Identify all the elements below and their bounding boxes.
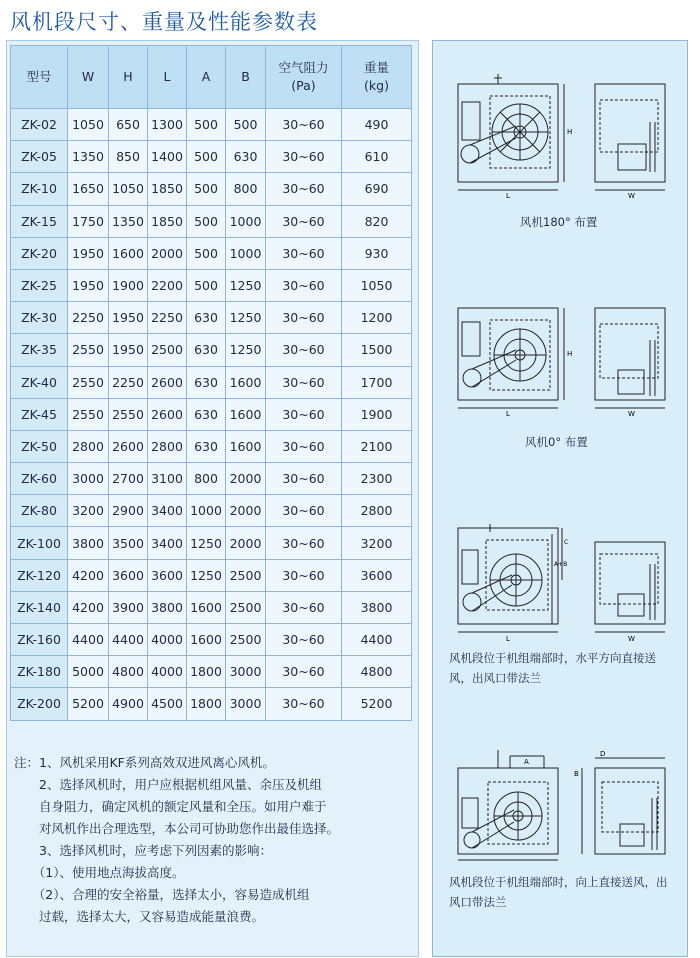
table-cell: 4200 (68, 591, 109, 623)
table-cell: 630 (187, 302, 226, 334)
table-cell: 1000 (226, 205, 266, 237)
table-cell: 2500 (148, 334, 187, 366)
table-cell: 1600 (226, 398, 266, 430)
dim-label-l: L (506, 635, 510, 643)
model-cell: ZK-160 (11, 624, 68, 656)
table-cell: 4800 (342, 656, 412, 688)
table-cell: 3600 (109, 559, 148, 591)
table-cell: 3000 (226, 656, 266, 688)
model-cell: ZK-60 (11, 463, 68, 495)
model-cell: ZK-02 (11, 109, 68, 141)
caption-line: 风机段位于机组端部时，向上直接送风，出 (449, 875, 668, 889)
table-cell: 2550 (109, 398, 148, 430)
model-cell: ZK-40 (11, 366, 68, 398)
table-row (11, 559, 412, 591)
note-line: 自身阻力，确定风机的额定风量和全压。如用户难于 (14, 799, 327, 814)
column-header: 空气阻力 (Pa) (266, 46, 342, 109)
caption-horizontal (449, 648, 656, 688)
table-cell: 930 (342, 237, 412, 269)
table-cell: 1600 (226, 430, 266, 462)
dim-label-l: L (506, 192, 510, 200)
table-cell: 30~60 (266, 109, 342, 141)
table-cell: 500 (187, 173, 226, 205)
page-title: 风机段尺寸、重量及性能参数表 (10, 10, 318, 34)
table-cell: 2250 (148, 302, 187, 334)
dim-label-c: C (564, 539, 569, 546)
table-cell: 2250 (68, 302, 109, 334)
model-cell: ZK-20 (11, 237, 68, 269)
table-cell: 1300 (148, 109, 187, 141)
table-cell: 610 (342, 141, 412, 173)
dim-label-l: L (506, 410, 510, 418)
table-cell: 2000 (226, 495, 266, 527)
table-cell: 1950 (68, 237, 109, 269)
table-row (11, 688, 412, 720)
fan-diagram-180 (450, 72, 680, 207)
table-cell: 3000 (68, 463, 109, 495)
table-cell: 630 (226, 141, 266, 173)
table-cell: 4400 (342, 624, 412, 656)
table-cell: 30~60 (266, 269, 342, 301)
table-cell: 1650 (68, 173, 109, 205)
column-header: W (68, 46, 109, 109)
table-cell: 30~60 (266, 591, 342, 623)
dim-label-w: W (628, 410, 635, 418)
table-cell: 3100 (148, 463, 187, 495)
table-body (11, 109, 412, 721)
table-cell: 30~60 (266, 430, 342, 462)
table-row (11, 430, 412, 462)
note-line: （2）、合理的安全裕量，选择太小，容易造成机组 (14, 887, 310, 902)
table-cell: 4000 (148, 624, 187, 656)
column-header: H (109, 46, 148, 109)
table-cell: 3400 (148, 527, 187, 559)
table-cell: 1600 (187, 591, 226, 623)
caption-line: 风机段位于机组端部时，水平方向直接送 (449, 651, 656, 665)
table-cell: 3600 (342, 559, 412, 591)
dim-label-h: H (567, 128, 573, 136)
table-header-row (11, 46, 412, 109)
table-cell: 2000 (226, 463, 266, 495)
table-row (11, 141, 412, 173)
table-cell: 630 (187, 334, 226, 366)
table-cell: 2500 (226, 624, 266, 656)
table-cell: 1250 (187, 559, 226, 591)
table-row (11, 237, 412, 269)
table-cell: 3200 (342, 527, 412, 559)
model-cell: ZK-140 (11, 591, 68, 623)
table-cell: 3800 (342, 591, 412, 623)
table-cell: 2200 (148, 269, 187, 301)
table-row (11, 173, 412, 205)
table-row (11, 591, 412, 623)
table-row (11, 269, 412, 301)
table-cell: 1000 (187, 495, 226, 527)
table-cell: 2550 (68, 398, 109, 430)
table-cell: 30~60 (266, 527, 342, 559)
dim-label-ab: A+B (554, 561, 568, 568)
table-cell: 30~60 (266, 366, 342, 398)
model-cell: ZK-15 (11, 205, 68, 237)
table-row (11, 205, 412, 237)
table-row (11, 366, 412, 398)
table-cell: 500 (187, 109, 226, 141)
table-cell: 2600 (148, 366, 187, 398)
table-cell: 1900 (342, 398, 412, 430)
note-line: 2、选择风机时，用户应根据机组风量、余压及机组 (14, 777, 322, 792)
table-cell: 2250 (109, 366, 148, 398)
fan-diagram-upward (450, 748, 680, 866)
note-line: 3、选择风机时，应考虑下列因素的影响： (14, 843, 272, 858)
table-cell: 1700 (342, 366, 412, 398)
column-header: B (226, 46, 266, 109)
column-header: L (148, 46, 187, 109)
note-line: 对风机作出合理选型，本公司可协助您作出最佳选择。 (14, 821, 340, 836)
table-row (11, 109, 412, 141)
table-cell: 4200 (68, 559, 109, 591)
table-row (11, 656, 412, 688)
table-cell: 4500 (148, 688, 187, 720)
table-cell: 2800 (148, 430, 187, 462)
table-cell: 500 (187, 237, 226, 269)
note-line: 注：1、风机采用KF系列高效双进风离心风机。 (14, 755, 275, 770)
spec-table (10, 45, 412, 721)
table-cell: 1200 (342, 302, 412, 334)
fan-diagram-0 (450, 300, 680, 420)
table-cell: 800 (226, 173, 266, 205)
table-cell: 30~60 (266, 141, 342, 173)
dim-label-w: W (628, 635, 635, 643)
dim-label-h: H (567, 350, 573, 358)
table-cell: 30~60 (266, 237, 342, 269)
note-line: 过载，选择太大，又容易造成能量浪费。 (14, 909, 265, 924)
table-cell: 4400 (68, 624, 109, 656)
table-cell: 500 (187, 205, 226, 237)
table-cell: 1000 (226, 237, 266, 269)
table-cell: 30~60 (266, 559, 342, 591)
table-cell: 1800 (187, 656, 226, 688)
table-cell: 30~60 (266, 398, 342, 430)
table-cell: 2500 (226, 591, 266, 623)
table-cell: 3000 (226, 688, 266, 720)
table-cell: 4800 (109, 656, 148, 688)
table-cell: 1350 (109, 205, 148, 237)
table-cell: 30~60 (266, 205, 342, 237)
caption-180: 风机180° 布置 (520, 215, 598, 229)
table-cell: 2500 (226, 559, 266, 591)
table-cell: 1250 (226, 269, 266, 301)
table-cell: 4000 (148, 656, 187, 688)
table-cell: 30~60 (266, 302, 342, 334)
table-cell: 2000 (226, 527, 266, 559)
column-header: 重量 (kg) (342, 46, 412, 109)
table-row (11, 398, 412, 430)
model-cell: ZK-30 (11, 302, 68, 334)
model-cell: ZK-05 (11, 141, 68, 173)
table-cell: 30~60 (266, 495, 342, 527)
model-cell: ZK-100 (11, 527, 68, 559)
table-cell: 2700 (109, 463, 148, 495)
dim-label-w: W (628, 192, 635, 200)
table-row (11, 334, 412, 366)
table-cell: 3200 (68, 495, 109, 527)
table-cell: 1800 (187, 688, 226, 720)
table-cell: 3600 (148, 559, 187, 591)
table-row (11, 527, 412, 559)
table-cell: 3400 (148, 495, 187, 527)
table-cell: 2100 (342, 430, 412, 462)
table-cell: 30~60 (266, 656, 342, 688)
table-cell: 3500 (109, 527, 148, 559)
table-cell: 1050 (342, 269, 412, 301)
table-cell: 630 (187, 398, 226, 430)
model-cell: ZK-80 (11, 495, 68, 527)
caption-line: 风，出风口带法兰 (449, 671, 541, 685)
table-cell: 850 (109, 141, 148, 173)
table-cell: 5200 (68, 688, 109, 720)
table-cell: 2800 (68, 430, 109, 462)
table-cell: 1950 (109, 302, 148, 334)
dim-label-a: A (524, 758, 529, 766)
model-cell: ZK-120 (11, 559, 68, 591)
model-cell: ZK-45 (11, 398, 68, 430)
table-cell: 2600 (109, 430, 148, 462)
table-cell: 4900 (109, 688, 148, 720)
caption-upward (449, 872, 668, 912)
table-cell: 630 (187, 430, 226, 462)
table-cell: 4400 (109, 624, 148, 656)
caption-0: 风机0° 布置 (525, 435, 588, 449)
dim-label-b: B (574, 770, 579, 778)
table-cell: 500 (187, 141, 226, 173)
table-cell: 2000 (148, 237, 187, 269)
table-cell: 500 (187, 269, 226, 301)
table-cell: 1250 (226, 334, 266, 366)
table-cell: 30~60 (266, 173, 342, 205)
model-cell: ZK-25 (11, 269, 68, 301)
table-cell: 500 (226, 109, 266, 141)
model-cell: ZK-50 (11, 430, 68, 462)
model-cell: ZK-35 (11, 334, 68, 366)
table-cell: 2900 (109, 495, 148, 527)
table-cell: 800 (187, 463, 226, 495)
table-cell: 3800 (68, 527, 109, 559)
table-cell: 690 (342, 173, 412, 205)
table-cell: 3900 (109, 591, 148, 623)
column-header: 型号 (11, 46, 68, 109)
caption-line: 风口带法兰 (449, 895, 507, 909)
table-cell: 1750 (68, 205, 109, 237)
table-cell: 3800 (148, 591, 187, 623)
table-cell: 2600 (148, 398, 187, 430)
column-header: A (187, 46, 226, 109)
table-cell: 1400 (148, 141, 187, 173)
table-cell: 490 (342, 109, 412, 141)
table-cell: 30~60 (266, 624, 342, 656)
model-cell: ZK-200 (11, 688, 68, 720)
table-cell: 1900 (109, 269, 148, 301)
table-cell: 1850 (148, 173, 187, 205)
table-row (11, 463, 412, 495)
table-cell: 650 (109, 109, 148, 141)
table-cell: 5200 (342, 688, 412, 720)
table-cell: 2550 (68, 366, 109, 398)
table-cell: 2550 (68, 334, 109, 366)
table-cell: 30~60 (266, 463, 342, 495)
table-row (11, 495, 412, 527)
dim-label-d: D (600, 750, 606, 758)
table-cell: 1600 (187, 624, 226, 656)
table-cell: 1600 (109, 237, 148, 269)
table-cell: 2300 (342, 463, 412, 495)
model-cell: ZK-10 (11, 173, 68, 205)
table-cell: 1850 (148, 205, 187, 237)
table-cell: 30~60 (266, 334, 342, 366)
note-line: （1）、使用地点海拔高度。 (14, 865, 185, 880)
table-cell: 1250 (187, 527, 226, 559)
table-cell: 30~60 (266, 688, 342, 720)
table-cell: 630 (187, 366, 226, 398)
table-cell: 1250 (226, 302, 266, 334)
table-cell: 1050 (109, 173, 148, 205)
table-row (11, 624, 412, 656)
table-cell: 2800 (342, 495, 412, 527)
table-cell: 1950 (68, 269, 109, 301)
fan-diagram-horizontal (450, 520, 680, 645)
table-cell: 5000 (68, 656, 109, 688)
notes (14, 752, 410, 928)
table-row (11, 302, 412, 334)
model-cell: ZK-180 (11, 656, 68, 688)
table-cell: 1050 (68, 109, 109, 141)
table-cell: 1500 (342, 334, 412, 366)
table-cell: 1950 (109, 334, 148, 366)
table-cell: 1600 (226, 366, 266, 398)
table-cell: 1350 (68, 141, 109, 173)
table-cell: 820 (342, 205, 412, 237)
